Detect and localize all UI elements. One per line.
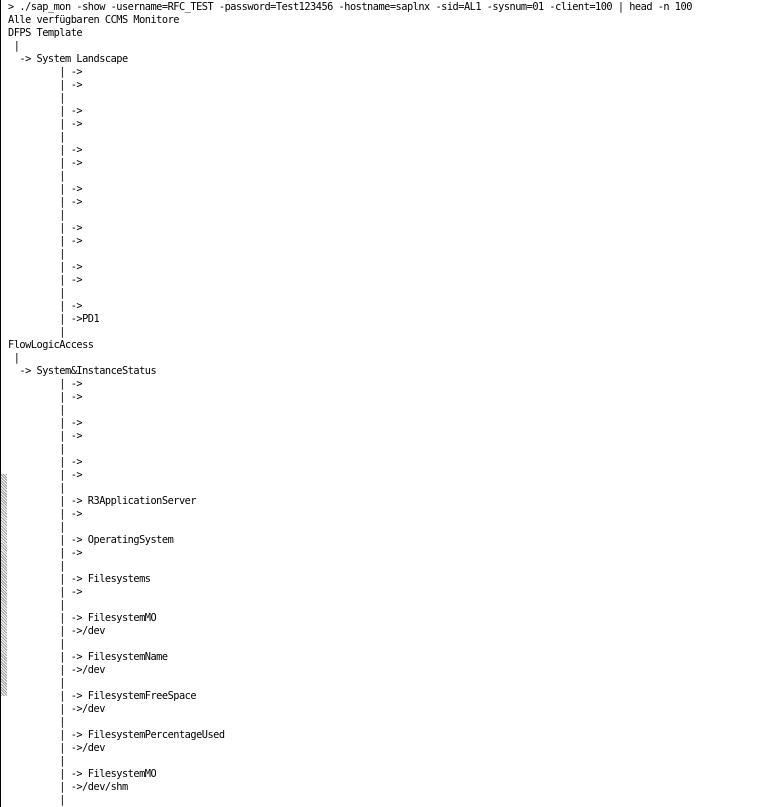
terminal-line: -> System Landscape [8, 53, 128, 65]
terminal-line: | -> [8, 144, 83, 156]
terminal-line: DFPS Template [8, 27, 83, 39]
terminal-line: | [8, 482, 65, 494]
terminal-line: | -> R3ApplicationServer [8, 495, 197, 507]
command-line: > ./sap_mon -show -username=RFC_TEST -password=Test123456 -hostname=saplnx -sid=AL1 -sysnum=01 -client=100 | head -n 100 [8, 1, 692, 13]
terminal-line: | -> OperatingSystem [8, 534, 174, 546]
terminal-line: | [8, 352, 20, 364]
terminal-line: | -> Filesystems [8, 573, 151, 585]
terminal-line: | [8, 755, 65, 767]
terminal-line: | -> [8, 66, 83, 78]
terminal-line: | -> [8, 430, 83, 442]
terminal-line: | -> [8, 508, 83, 520]
terminal-line: | -> [8, 586, 83, 598]
terminal-line: | -> [8, 547, 83, 559]
terminal-line: | [8, 443, 65, 455]
terminal-line: | ->/dev [8, 625, 105, 637]
terminal-line: | -> FilesystemMO [8, 768, 157, 780]
scrollbar-thumb[interactable] [1, 474, 7, 696]
terminal-line: | -> [8, 391, 83, 403]
terminal-line: | -> [8, 235, 83, 247]
terminal-line: | [8, 794, 65, 806]
terminal-line: | [8, 248, 65, 260]
terminal-line: | -> [8, 79, 83, 91]
terminal-line: | -> [8, 274, 83, 286]
terminal-line: | [8, 404, 65, 416]
terminal-line: | [8, 638, 65, 650]
terminal-line: | [8, 92, 65, 104]
terminal-line: | -> [8, 196, 83, 208]
terminal-line: | ->/dev [8, 664, 105, 676]
terminal-line: | -> [8, 469, 83, 481]
terminal-line: | ->/dev [8, 742, 105, 754]
terminal-line: | ->PD1 [8, 313, 100, 325]
terminal-line: | -> [8, 378, 83, 390]
terminal-line: | -> [8, 456, 83, 468]
terminal-line: | -> FilesystemMO [8, 612, 157, 624]
terminal-line: | [8, 170, 65, 182]
terminal-line: -> System&InstanceStatus [8, 365, 157, 377]
terminal-line: | [8, 287, 65, 299]
terminal-line: | -> [8, 417, 83, 429]
terminal-line: | -> [8, 300, 83, 312]
terminal-line: | [8, 599, 65, 611]
terminal-line: | [8, 131, 65, 143]
terminal-line: | [8, 560, 65, 572]
terminal-line: | -> [8, 183, 83, 195]
terminal-line: | -> FilesystemName [8, 651, 168, 663]
terminal-line: | [8, 677, 65, 689]
terminal-line: Alle verfügbaren CCMS Monitore [8, 14, 179, 26]
terminal-line: | -> FilesystemFreeSpace [8, 690, 197, 702]
terminal-line: | ->/dev [8, 703, 105, 715]
terminal-output [8, 1, 692, 807]
terminal-line: | [8, 209, 65, 221]
terminal-line: | [8, 521, 65, 533]
terminal-line: | -> [8, 157, 83, 169]
terminal-line: | ->/dev/shm [8, 781, 128, 793]
terminal-line: | [8, 40, 20, 52]
terminal-line: | [8, 326, 65, 338]
terminal-line: | -> FilesystemPercentageUsed [8, 729, 225, 741]
terminal-line: | -> [8, 118, 83, 130]
terminal-line: | [8, 716, 65, 728]
terminal-line: | -> [8, 222, 83, 234]
terminal-line: | -> [8, 261, 83, 273]
terminal-line: FlowLogicAccess [8, 339, 94, 351]
terminal-line: | -> [8, 105, 83, 117]
